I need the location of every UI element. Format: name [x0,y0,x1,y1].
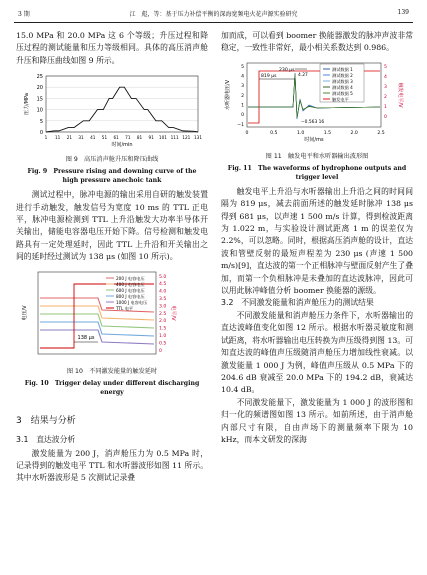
figure-11-caption-en: Fig. 11 The waveforms of hydrophone outputs and [227,164,407,172]
peak-annotation: 4.27 [298,72,308,78]
figure-10-caption-en: Fig. 10 Trigger delay under different discharging energy [24,379,200,396]
legend-entry: 400 J 电容电压 [116,281,145,287]
y2-tick-label: 4 [384,74,387,80]
paragraph: 15.0 MPa 和 20.0 MPa 这 6 个等级；升压过程和降压过程的测试能量和压力等级相同。具体的高压消声舱升压和降压曲线如图 9 所示。 [16,31,208,65]
subsection-heading: 3.1 直达波分析 [16,434,76,444]
x-tick-label: 41 [90,135,96,141]
x-tick-label: 21 [66,135,73,141]
y-axis-label: 压力/MPa [24,93,30,116]
paragraph: 不同激发能量下，激发能量为 1 000 J 的波形图和归一化的频谱图如图 13 所示。如前所述，由于消声舱内部尺寸有限，自由声场下的测量频率下限为 10 kHz，而本文研发的深海 [221,397,413,444]
header-title: 江 彪，等：基于压力补偿平衡的深海宽频电火花声源实验研究 [129,11,298,18]
y-axis-label: 水听器电压/V [225,79,231,110]
paragraph: 加而成，可以看到 boomer 换能器激发的脉冲声波非常稳定，一致性非常好，最小相关系数达到 0.986。 [221,31,413,53]
y2-tick-label: 5.0 [159,274,167,280]
y2-tick-label: 2.5 [159,311,167,317]
y-tick-label: 25 [36,74,43,81]
figure-11 [221,59,413,182]
header-issue: 3 期 [18,11,30,18]
x-tick-label: 11 [55,135,61,141]
figure-9-caption-cn: 图 9 高压消声舱升压和降压曲线 [65,156,159,164]
figure-10 [16,268,208,397]
delay-annotation: 138 μs [77,334,95,341]
trough-annotation: −0.563 16 [301,119,325,125]
y-tick-label: −1 [237,122,244,128]
y2-tick-label: 0 [159,348,162,354]
interval-annotation: 230 μs [279,67,295,73]
y-tick-label: 15 [36,96,43,103]
y-tick-label: 3 [241,83,244,89]
x-tick-label: 0 [245,130,249,136]
x-tick-label: 2.5 [377,130,385,136]
y-tick-label: 0 [39,130,43,137]
x-tick-label: 0.5 [270,130,278,136]
y2-tick-label: 2.0 [159,318,167,324]
figure-9-caption-en: Fig. 9 Pressure rising and downing curve of the [27,168,197,176]
y-axis-label: 电压/V [22,305,28,321]
capacitor-voltage-line [40,314,154,328]
y2-tick-label: 1 [384,104,387,110]
x-tick-label: 51 [101,135,108,141]
section-heading: 3 结果与分析 [16,415,76,426]
y2-axis-label: 触发电平/V [397,82,403,108]
figure-10-caption-cn: 图 10 不同激发能量的触发延时 [66,367,158,375]
figure-9 [16,70,208,185]
x-tick-label: 61 [113,135,119,141]
y-tick-label: 0 [241,112,244,118]
right-column [221,30,413,446]
y2-axis-label: 电平/V [170,305,176,321]
paragraph: 触发电平上升沿与水听器输出上升沿之间的时间间隔为 819 μs，减去前面所述的触发延时脉冲 138 μs 得到 681 μs，以声速 1 500 m/s 计算，得到检波距离为 1.022 m，与实验设计测试距离 1 m 的误差仅为 2.2%，可以忽略。同时，根据高压消声舱的设计，直达波和管壁反射的最短声程差为 230 μs (声速 1 500 m/s)[9]，直达波的第一个正相脉冲与壁面反射产生了叠加，而第一个负相脉冲是未叠加的直达波脉冲，因此可以用此脉冲峰值分析 boomer 换能器的源级。 [221,186,413,296]
legend-entry: 200 J 电容电压 [116,275,145,281]
x-tick-label: 111 [170,135,179,141]
x-tick-label: 81 [136,135,143,141]
y2-tick-label: 0.5 [159,341,167,347]
x-tick-label: 71 [125,135,131,141]
x-tick-label: 31 [78,135,84,141]
x-axis-label: 时间/ms [304,136,324,143]
y2-tick-label: 1.0 [159,333,167,339]
figure-11-caption-en: trigger level [295,173,339,181]
paragraph: 不同激发能量和消声舱压力条件下，水听器输出的直达波峰值变化如图 12 所示。根据水听器灵敏度和测试距离，将水听器输出电压转换为声压级得到图 13。可知直达波的峰值声压级随消声舱压力增加线性衰减。以激发能量 1 000 J 为例，峰值声压级从 0.5 MPa 下的 204.6 dB 衰减至 20.0 MPa 下的 194.2 dB，衰减达 10.4 dB。 [221,310,413,395]
y-tick-label: 10 [36,107,43,114]
legend-entry: 测试数据 5 [332,90,353,96]
y-tick-label: 2 [241,93,244,99]
x-tick-label: 1 [44,135,48,141]
legend-entry: 1000 J 电容电压 [116,299,148,305]
subsection-heading: 3.2 不同激发能量和消声舱压力的测试结果 [221,298,374,308]
legend-entry: 测试数据 4 [332,84,353,90]
legend-entry: TTL 电平 [116,305,134,311]
x-tick-label: 1.5 [323,130,332,136]
legend-entry: 触发电平 [332,96,349,102]
figure-9-caption-en: high pressure anechoic tank [62,177,162,185]
legend-entry: 测试数据 2 [332,72,353,78]
legend-entry: 测试数据 3 [332,78,353,84]
legend-entry: 600 J 电容电压 [116,287,145,293]
x-tick-label: 2.0 [350,130,358,136]
x-tick-label: 121 [182,135,191,141]
y2-tick-label: 3.0 [159,304,167,310]
y-tick-label: 4 [241,74,244,80]
trigger-delay-chart [16,268,208,360]
x-axis-label: 时间/min [111,142,133,149]
y2-tick-label: 2 [384,94,387,100]
legend-entry: 测试数据 1 [332,66,353,72]
x-tick-label: 131 [194,135,202,141]
pressure-curve-chart [16,70,208,148]
y-tick-label: 20 [36,85,43,92]
y2-tick-label: 1.5 [159,326,167,332]
capacitor-voltage-line [40,306,154,320]
paragraph: 测试过程中，脉冲电源的输出采用自研的触发装置进行手动触发，触发信号为宽度 10 ms 的 TTL 正电平，脉冲电源检测到 TTL 上升沿触发大功率半导体开关输出，储能电容器电压开始下降。信号检测和触发电路具有一定处理延时，因此 TTL 上升沿和开关输出之间的延时经过测试为 138 μs (如图 10 所示)。 [16,190,208,262]
y2-tick-label: 4.5 [159,281,167,287]
capacitor-voltage-line [40,322,154,336]
y2-tick-label: 3 [384,84,387,90]
y-tick-label: 5 [241,64,244,70]
x-tick-label: 91 [148,135,154,141]
y2-tick-label: 5 [384,64,387,70]
hydrophone-waveform-chart [221,59,413,145]
y2-tick-label: 3.5 [159,296,167,302]
y-tick-label: 1 [241,103,244,109]
legend-entry: 800 J 电容电压 [116,293,145,299]
x-tick-label: 1.0 [296,130,305,136]
interval-annotation: 819 μs [261,73,277,79]
header-rule [14,22,413,23]
figure-11-caption-cn: 图 11 触发电平和水听器输出波形图 [265,152,369,160]
y2-tick-label: 0 [384,114,387,120]
y2-tick-label: 4.0 [159,289,167,295]
left-column [16,30,208,485]
y-tick-label: 5 [39,119,43,126]
paragraph: 激发能量为 200 J，消声舱压力为 0.5 MPa 时，记录得到的触发电平 TTL 和水听器波形如图 11 所示。其中水听器波形是 5 次测试记录叠 [16,448,208,483]
x-tick-label: 101 [158,135,167,141]
header-page-number: 139 [397,9,409,16]
plot-frame [46,76,198,132]
